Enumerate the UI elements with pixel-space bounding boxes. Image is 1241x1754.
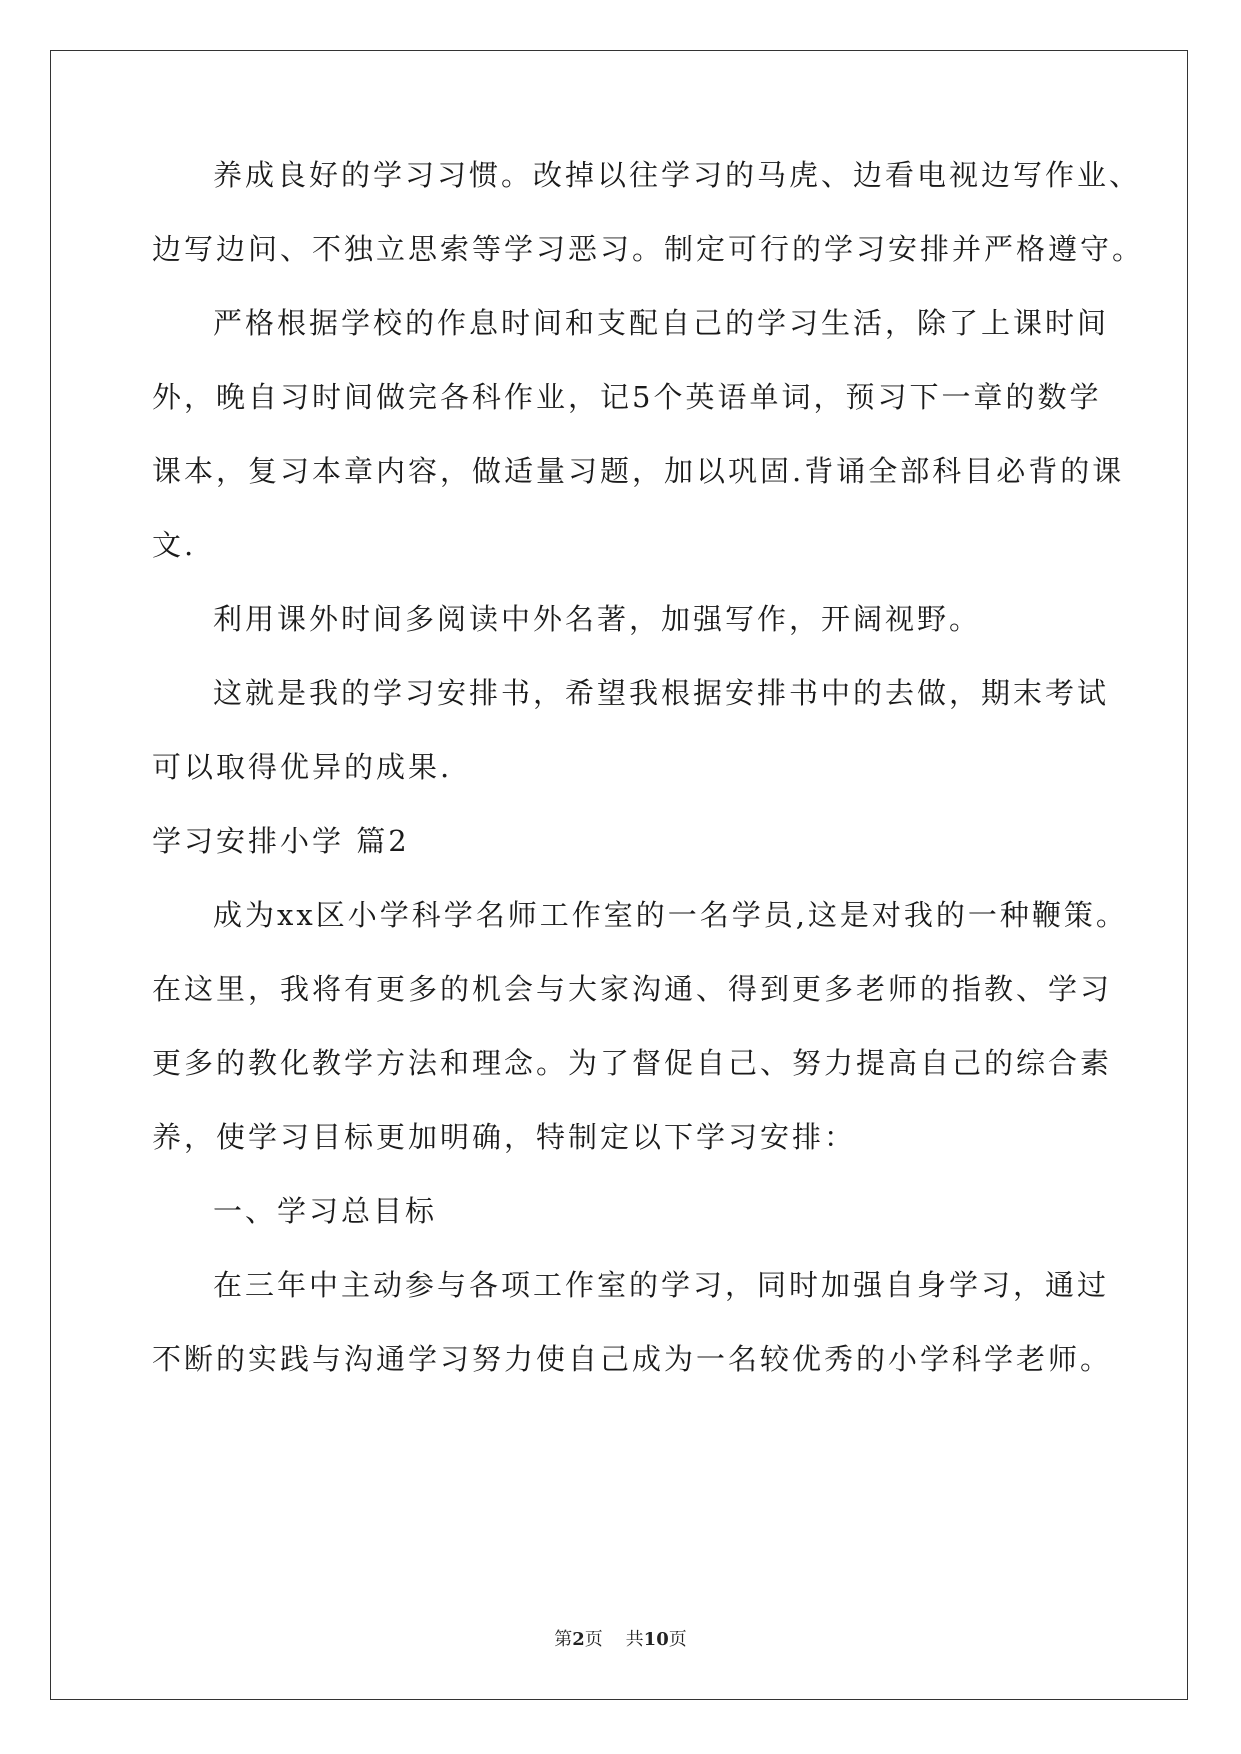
page-label-mid: 页 共 bbox=[584, 1629, 644, 1650]
paragraph-line: 不断的实践与沟通学习努力使自己成为一名较优秀的小学科学老师。 bbox=[152, 1342, 1113, 1376]
subsection-heading: 一、学习总目标 bbox=[213, 1194, 438, 1228]
section-heading: 学习安排小学 篇2 bbox=[152, 824, 410, 858]
paragraph-line: 成为xx区小学科学名师工作室的一名学员,这是对我的一种鞭策。 bbox=[213, 898, 1128, 932]
paragraph-line: 在这里，我将有更多的机会与大家沟通、得到更多老师的指教、学习 bbox=[152, 972, 1113, 1006]
page-total: 10 bbox=[643, 1629, 669, 1650]
paragraph-line: 养，使学习目标更加明确，特制定以下学习安排： bbox=[152, 1120, 857, 1154]
page-current: 2 bbox=[572, 1629, 585, 1650]
paragraph-line: 课本，复习本章内容，做适量习题，加以巩固.背诵全部科目必背的课 bbox=[152, 454, 1125, 488]
page-label-prefix: 第 bbox=[554, 1629, 573, 1650]
paragraph-line: 更多的教化教学方法和理念。为了督促自己、努力提高自己的综合素 bbox=[152, 1046, 1113, 1080]
page-frame bbox=[50, 50, 1188, 1700]
paragraph-line: 利用课外时间多阅读中外名著，加强写作，开阔视野。 bbox=[213, 602, 982, 636]
paragraph-line: 养成良好的学习习惯。改掉以往学习的马虎、边看电视边写作业、 bbox=[213, 158, 1142, 192]
paragraph-line: 这就是我的学习安排书，希望我根据安排书中的去做，期末考试 bbox=[213, 676, 1110, 710]
paragraph-line: 文. bbox=[152, 528, 197, 562]
page-label-suffix: 页 bbox=[668, 1629, 687, 1650]
paragraph-line: 边写边问、不独立思索等学习恶习。制定可行的学习安排并严格遵守。 bbox=[152, 232, 1145, 266]
paragraph-line: 外，晚自习时间做完各科作业，记5个英语单词，预习下一章的数学 bbox=[152, 380, 1102, 414]
paragraph-line: 可以取得优异的成果. bbox=[152, 750, 453, 784]
paragraph-line: 严格根据学校的作息时间和支配自己的学习生活，除了上课时间 bbox=[213, 306, 1110, 340]
page-footer bbox=[0, 1625, 1241, 1651]
paragraph-line: 在三年中主动参与各项工作室的学习，同时加强自身学习，通过 bbox=[213, 1268, 1110, 1302]
